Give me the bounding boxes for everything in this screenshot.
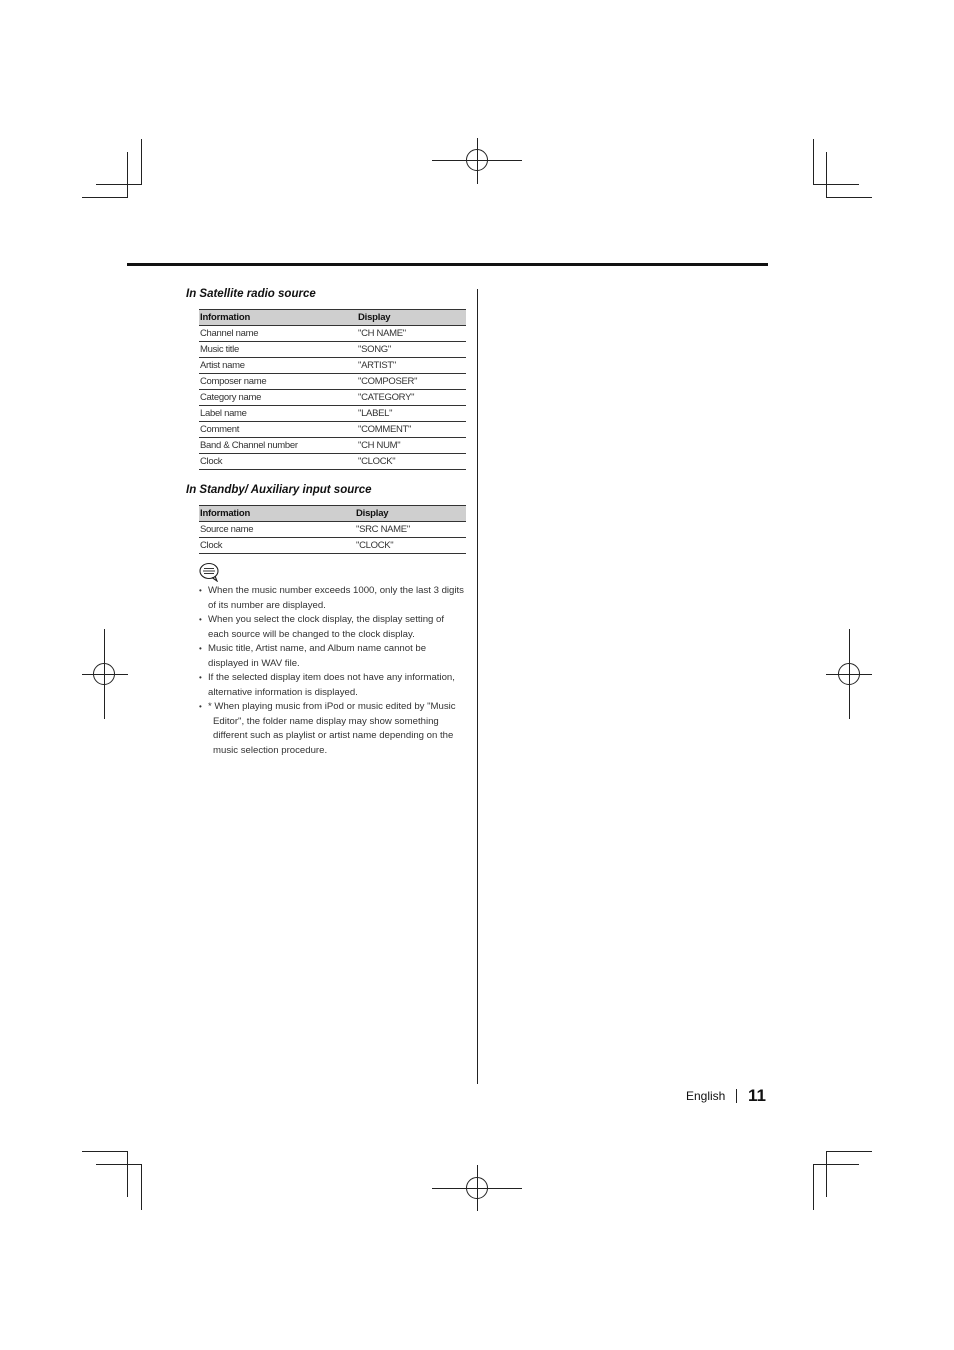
crop-mark: [813, 184, 859, 185]
table-row: [199, 454, 466, 470]
crop-mark: [813, 139, 814, 185]
standby-info-table: [199, 505, 466, 554]
crop-mark: [96, 1164, 142, 1165]
header-rule: [127, 263, 768, 266]
info-cell: Band & Channel number: [199, 438, 357, 454]
info-cell: Channel name: [199, 326, 357, 342]
satellite-info-table: [199, 309, 466, 470]
display-cell: "CLOCK": [355, 538, 466, 554]
display-cell: "CATEGORY": [357, 390, 466, 406]
table-row: [199, 438, 466, 454]
crop-mark: [127, 152, 128, 198]
table-row: [199, 406, 466, 422]
table-row: [199, 358, 466, 374]
column-header-display: Display: [355, 506, 466, 522]
info-cell: Clock: [199, 454, 357, 470]
table-row: [199, 390, 466, 406]
display-cell: "COMPOSER": [357, 374, 466, 390]
display-cell: "COMMENT": [357, 422, 466, 438]
display-cell: "CH NUM": [357, 438, 466, 454]
info-cell: Category name: [199, 390, 357, 406]
footer-language: English: [686, 1089, 726, 1103]
info-cell: Label name: [199, 406, 357, 422]
crop-mark: [826, 1151, 872, 1152]
crop-mark: [141, 1164, 142, 1210]
list-item: • * When playing music from iPod or music edited by "Music Editor", the folder name display may show something different such as playlist or artist name depending on the music selection procedure.: [199, 700, 464, 758]
notes-list: [199, 584, 464, 758]
crop-mark: [96, 184, 142, 185]
standby-section-title: In Standby/ Auxiliary input source: [186, 484, 372, 496]
display-cell: "SRC NAME": [355, 522, 466, 538]
column-header-display: Display: [357, 310, 466, 326]
crop-mark: [813, 1164, 859, 1165]
display-cell: "LABEL": [357, 406, 466, 422]
crop-mark: [82, 1151, 128, 1152]
footer-separator: [736, 1089, 737, 1103]
table-header-row: [199, 310, 466, 326]
column-divider: [477, 289, 478, 1084]
table-row: [199, 374, 466, 390]
crop-mark: [141, 139, 142, 185]
info-cell: Composer name: [199, 374, 357, 390]
crop-mark: [813, 1164, 814, 1210]
list-item: • When the music number exceeds 1000, only the last 3 digits of its number are displayed.: [199, 584, 464, 613]
table-row: [199, 326, 466, 342]
list-item: • Music title, Artist name, and Album name cannot be displayed in WAV file.: [199, 642, 464, 671]
satellite-section-title: In Satellite radio source: [186, 288, 316, 300]
crop-mark: [826, 1151, 827, 1197]
note-icon: [199, 562, 221, 582]
info-cell: Comment: [199, 422, 357, 438]
table-row: [199, 538, 466, 554]
crop-mark: [82, 197, 128, 198]
crop-mark: [127, 1151, 128, 1197]
list-item: • When you select the clock display, the display setting of each source will be changed to the clock display.: [199, 613, 464, 642]
list-item: • If the selected display item does not have any information, alternative information is displayed.: [199, 671, 464, 700]
table-row: [199, 522, 466, 538]
table-row: [199, 422, 466, 438]
column-header-information: Information: [199, 506, 355, 522]
info-cell: Artist name: [199, 358, 357, 374]
info-cell: Music title: [199, 342, 357, 358]
crop-mark: [826, 152, 827, 198]
display-cell: "CLOCK": [357, 454, 466, 470]
column-header-information: Information: [199, 310, 357, 326]
info-cell: Source name: [199, 522, 355, 538]
display-cell: "CH NAME": [357, 326, 466, 342]
table-row: [199, 342, 466, 358]
display-cell: "ARTIST": [357, 358, 466, 374]
crop-mark: [826, 197, 872, 198]
info-cell: Clock: [199, 538, 355, 554]
page-number: 11: [748, 1086, 766, 1105]
table-header-row: [199, 506, 466, 522]
display-cell: "SONG": [357, 342, 466, 358]
